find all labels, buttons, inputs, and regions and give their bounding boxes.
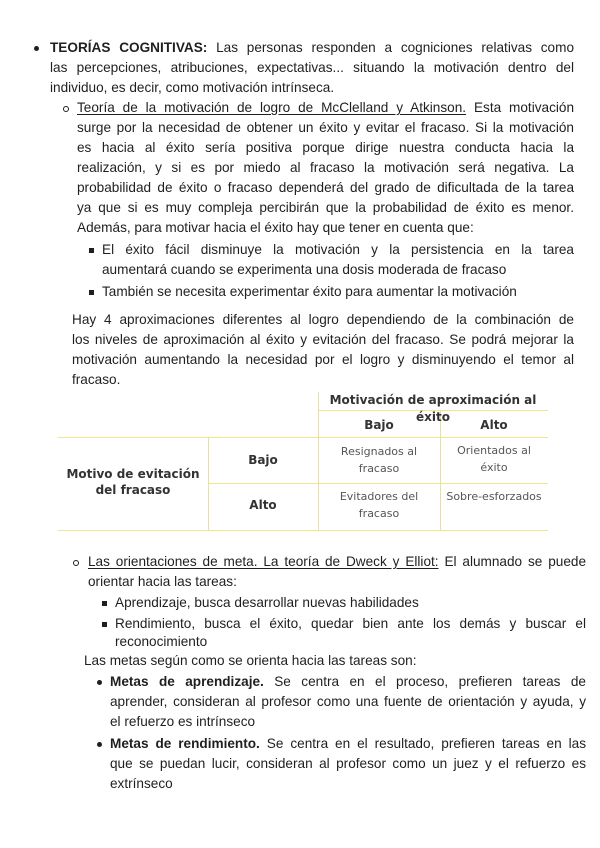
table-rule <box>318 437 548 438</box>
meta-line-1 <box>110 734 586 754</box>
square-bullet-icon <box>102 622 107 627</box>
table-row-label-alto: Alto <box>249 498 277 512</box>
bullet-dot-icon <box>97 680 102 685</box>
meta-line-3: el refuerzo es intrínseco <box>110 714 256 729</box>
section-intro-text: Las personas responden a cogniciones relativas como <box>216 40 575 55</box>
section-intro-line-3: individuo, es decir, como motivación intrínseca. <box>50 80 335 95</box>
table-cell-line: fracaso <box>358 462 400 475</box>
table-row-header-line-2: del fracaso <box>95 483 171 497</box>
mcclelland-paragraph-line: motivación aumentando la necesidad por el logro y disminuyendo el temor al <box>72 352 574 367</box>
mcclelland-line: Además, para motivar hacia el éxito hay que tener en cuenta que: <box>77 220 474 235</box>
mcclelland-bullet-line: aumentará cuando se experimenta una dosis moderada de fracaso <box>102 262 507 277</box>
square-bullet-icon <box>102 601 107 606</box>
mcclelland-line: probabilidad de éxito o fracaso dependerá del grado de dificultada de la tarea <box>77 180 574 195</box>
table-top-header: Motivación de aproximación al éxito <box>329 393 537 424</box>
table-col-header-bajo: Bajo <box>364 418 394 432</box>
mcclelland-bullet-line: El éxito fácil disminuye la motivación y la persistencia en la tarea <box>102 242 574 257</box>
mcclelland-line: surge por la necesidad de obtener un éxito y evitar el fracaso. Si la motivación <box>77 120 574 135</box>
table-rule <box>58 437 318 438</box>
table-cell-line: Evitadores del <box>339 490 419 503</box>
circle-bullet-icon <box>73 560 79 566</box>
table-cell-line: Resignados al <box>340 445 418 458</box>
meta-title: Metas de rendimiento. <box>110 736 260 751</box>
orientaciones-line-2: orientar hacia las tareas: <box>88 574 237 589</box>
mcclelland-bullet-line: También se necesita experimentar éxito para aumentar la motivación <box>102 284 517 299</box>
table-cell-line: éxito <box>480 461 508 474</box>
orientaciones-title: Las orientaciones de meta. La teoría de Dweck y Elliot: <box>88 554 439 569</box>
bullet-dot-icon <box>97 742 102 747</box>
meta-title: Metas de aprendizaje. <box>110 674 264 689</box>
table-cell-line: Sobre-esforzados <box>446 490 542 503</box>
mcclelland-paragraph-line: los niveles de aproximación al éxito y evitación del fracaso. Se podrá mejorar la <box>72 332 574 347</box>
meta-line-3: extrínseco <box>110 776 173 791</box>
orientaciones-line-1 <box>88 552 586 572</box>
mcclelland-line: realización, y si es por miedo al fracaso la motivación será negativa. La <box>77 160 574 175</box>
meta-line-1 <box>110 672 586 692</box>
table-rule <box>58 530 548 531</box>
table-rule <box>208 437 209 530</box>
table-row-header-line-1: Motivo de evitación <box>66 467 200 481</box>
mcclelland-line: es hacia al éxito sería positiva porque dirige nuestra conducta hacia la <box>77 140 574 155</box>
mcclelland-title: Teoría de la motivación de logro de McClelland y Atkinson. <box>77 100 467 115</box>
orientaciones-bullet-line: Rendimiento, busca el éxito, quedar bien ante los demás y buscar el <box>115 616 586 631</box>
meta-line-2: aprender, consideran al profesor como una fuente de orientación y ayuda, y <box>110 694 586 709</box>
mcclelland-line: ya que si es muy compleja percibirán que la probabilidad de éxito es menor. <box>77 200 574 215</box>
section-heading: TEORÍAS COGNITIVAS: <box>50 40 208 55</box>
orientaciones-text: El alumnado se puede <box>444 554 586 569</box>
table-cell-line: fracaso <box>358 507 400 520</box>
table-col-header-alto: Alto <box>480 418 508 432</box>
mcclelland-paragraph-line: fracaso. <box>72 372 121 387</box>
meta-text: Se centra en el proceso, prefieren tareas de <box>274 674 586 689</box>
table-rule <box>208 483 548 484</box>
meta-line-2: que se puedan lucir, consideran al profesor como un juez y el refuerzo es <box>110 756 586 771</box>
table-cell-line: Orientados al <box>457 444 531 457</box>
meta-text: Se centra en el resultado, prefieren tareas en las <box>266 736 586 751</box>
metas-intro: Las metas según como se orienta hacia las tareas son: <box>84 653 417 668</box>
table-row-label-bajo: Bajo <box>248 453 278 467</box>
mcclelland-text: Esta motivación <box>473 100 575 115</box>
section-intro-line-2: las percepciones, atribuciones, expectativas... situando la motivación dentro del <box>50 60 574 75</box>
orientaciones-bullet-line: reconocimiento <box>115 634 208 649</box>
mcclelland-paragraph-line: Hay 4 aproximaciones diferentes al logro dependiendo de la combinación de <box>72 312 574 327</box>
orientaciones-bullet-line: Aprendizaje, busca desarrollar nuevas habilidades <box>115 595 419 610</box>
